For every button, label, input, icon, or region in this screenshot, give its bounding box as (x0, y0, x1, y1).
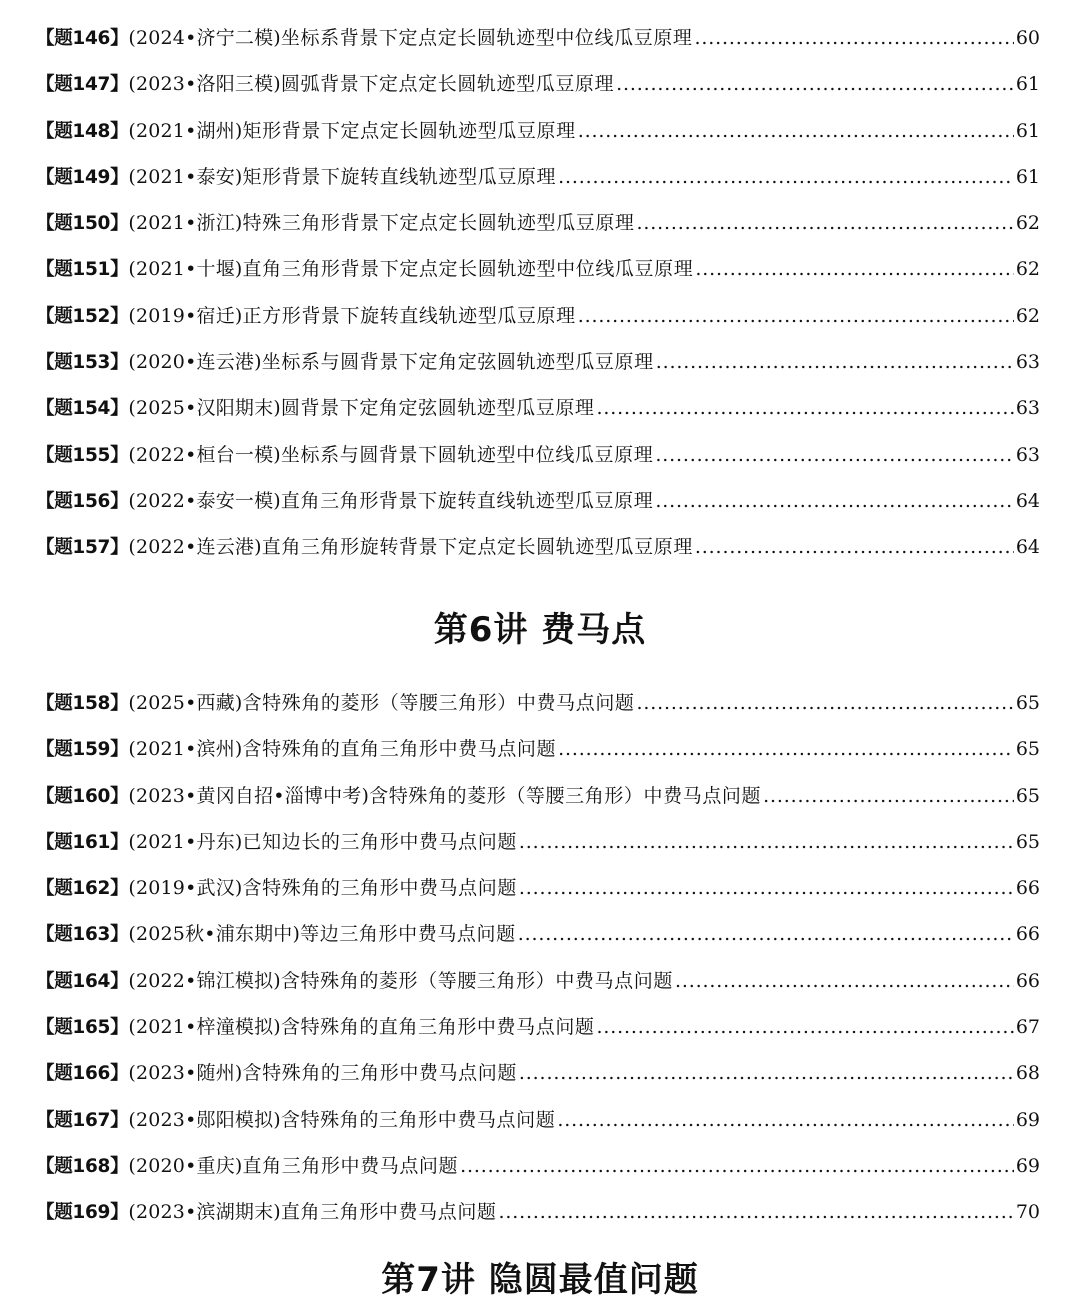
toc-section-b (36, 680, 1040, 1236)
toc-entry-page: 63 (1015, 443, 1040, 466)
toc-entry-148[interactable] (36, 108, 1040, 154)
toc-entry-159[interactable] (36, 726, 1040, 772)
toc-dot-leader (763, 773, 1014, 819)
toc-entry-source: (2021•丹东) (128, 830, 243, 853)
toc-dot-leader (637, 680, 1014, 726)
toc-entry-151[interactable] (36, 246, 1040, 292)
toc-entry-tag: 【题149】 (36, 166, 129, 188)
toc-entry-source: (2019•宿迁) (128, 304, 243, 327)
toc-dot-leader (578, 108, 1014, 154)
toc-entry-160[interactable] (36, 773, 1040, 819)
toc-entry-page: 67 (1015, 1016, 1040, 1039)
toc-entry-source: (2021•湖州) (128, 119, 243, 142)
toc-entry-158[interactable] (36, 680, 1040, 726)
toc-dot-leader (616, 61, 1014, 107)
toc-entry-source: (2020•重庆) (128, 1154, 243, 1177)
toc-entry-146[interactable] (36, 15, 1040, 61)
toc-dot-leader (578, 293, 1014, 339)
toc-entry-source: (2023•滨湖期末) (128, 1201, 281, 1224)
toc-entry-title: 含特殊角的三角形中费马点问题 (280, 1108, 556, 1131)
toc-dot-leader (656, 339, 1014, 385)
toc-entry-source: (2022•连云港) (128, 536, 262, 559)
toc-entry-page: 60 (1015, 27, 1040, 49)
toc-entry-tag: 【题165】 (36, 1017, 129, 1039)
toc-entry-page: 69 (1015, 1154, 1040, 1177)
toc-entry-154[interactable] (36, 385, 1040, 431)
toc-entry-source: (2023•郧阳模拟) (128, 1108, 281, 1131)
toc-dot-leader (597, 385, 1014, 431)
toc-dot-leader (637, 200, 1014, 246)
toc-entry-title: 特殊三角形背景下定点定长圆轨迹型瓜豆原理 (242, 212, 635, 235)
toc-entry-title: 坐标系与圆背景下圆轨迹型中位线瓜豆原理 (280, 443, 654, 466)
toc-entry-source: (2021•十堰) (128, 258, 243, 281)
toc-entry-title: 直角三角形中费马点问题 (280, 1201, 497, 1224)
toc-entry-156[interactable] (36, 478, 1040, 524)
toc-entry-page: 63 (1015, 351, 1040, 374)
toc-entry-166[interactable] (36, 1050, 1040, 1096)
toc-entry-title: 含特殊角的菱形（等腰三角形）中费马点问题 (242, 692, 635, 714)
toc-entry-title: 坐标系与圆背景下定角定弦圆轨迹型瓜豆原理 (261, 351, 654, 374)
toc-entry-tag: 【题167】 (36, 1109, 129, 1131)
toc-entry-source: (2025•西藏) (128, 692, 243, 714)
toc-entry-tag: 【题151】 (36, 259, 129, 281)
toc-entry-page: 61 (1015, 73, 1040, 96)
toc-entry-source: (2020•连云港) (128, 351, 262, 374)
toc-entry-161[interactable] (36, 819, 1040, 865)
chapter-7-heading[interactable]: 第7讲 隐圆最值问题 (381, 1260, 699, 1300)
toc-entry-source: (2021•浙江) (128, 212, 243, 235)
toc-entry-153[interactable] (36, 339, 1040, 385)
toc-entry-source: (2019•武汉) (128, 877, 243, 900)
toc-entry-source: (2021•梓潼模拟) (128, 1016, 281, 1039)
toc-dot-leader (460, 1143, 1014, 1189)
toc-entry-152[interactable] (36, 293, 1040, 339)
toc-entry-source: (2023•黄冈自招•淄博中考) (128, 784, 370, 807)
toc-dot-leader (695, 524, 1014, 570)
toc-entry-page: 64 (1015, 536, 1040, 559)
toc-entry-title: 矩形背景下旋转直线轨迹型瓜豆原理 (242, 165, 557, 188)
toc-dot-leader (675, 958, 1014, 1004)
toc-entry-tag: 【题155】 (36, 444, 129, 466)
toc-entry-tag: 【题152】 (36, 305, 129, 327)
toc-entry-source: (2024•济宁二模) (128, 27, 281, 49)
toc-entry-tag: 【题158】 (36, 693, 129, 714)
toc-entry-page: 61 (1015, 119, 1040, 142)
toc-entry-title: 坐标系背景下定点定长圆轨迹型中位线瓜豆原理 (280, 27, 693, 49)
toc-entry-page: 68 (1015, 1062, 1040, 1085)
toc-entry-tag: 【题166】 (36, 1063, 129, 1085)
toc-entry-source: (2025秋•浦东期中) (128, 923, 301, 946)
toc-dot-leader (655, 478, 1013, 524)
toc-entry-page: 65 (1015, 830, 1040, 853)
toc-dot-leader (519, 819, 1014, 865)
chapter-6-heading[interactable]: 第6讲 费马点 (433, 610, 647, 650)
toc-entry-source: (2022•泰安一模) (128, 489, 281, 512)
toc-entry-title: 圆背景下定角定弦圆轨迹型瓜豆原理 (280, 397, 595, 420)
toc-entry-tag: 【题159】 (36, 739, 129, 761)
toc-entry-163[interactable] (36, 911, 1040, 957)
toc-dot-leader (519, 1050, 1014, 1096)
toc-entry-page: 65 (1015, 738, 1040, 761)
toc-entry-tag: 【题164】 (36, 970, 129, 992)
toc-entry-page: 65 (1015, 784, 1040, 807)
toc-entry-tag: 【题150】 (36, 213, 129, 235)
toc-entry-tag: 【题147】 (36, 74, 129, 96)
toc-entry-167[interactable] (36, 1097, 1040, 1143)
toc-entry-title: 正方形背景下旋转直线轨迹型瓜豆原理 (242, 304, 576, 327)
toc-entry-title: 含特殊角的菱形（等腰三角形）中费马点问题 (280, 969, 673, 992)
toc-entry-149[interactable] (36, 154, 1040, 200)
toc-entry-page: 65 (1015, 692, 1040, 714)
toc-entry-source: (2025•汉阳期末) (128, 397, 281, 420)
toc-entry-tag: 【题169】 (36, 1202, 129, 1224)
toc-entry-tag: 【题146】 (36, 28, 129, 49)
toc-entry-page: 66 (1015, 969, 1040, 992)
toc-entry-tag: 【题154】 (36, 398, 129, 420)
toc-dot-leader (655, 432, 1013, 478)
toc-entry-title: 含特殊角的直角三角形中费马点问题 (242, 738, 557, 761)
toc-entry-page: 62 (1015, 304, 1040, 327)
toc-entry-title: 含特殊角的三角形中费马点问题 (242, 1062, 517, 1085)
toc-section-a (36, 15, 1040, 571)
toc-entry-147[interactable] (36, 61, 1040, 107)
toc-entry-tag: 【题148】 (36, 120, 129, 142)
toc-entry-title: 矩形背景下定点定长圆轨迹型瓜豆原理 (242, 119, 576, 142)
toc-entry-page: 70 (1015, 1201, 1040, 1224)
toc-dot-leader (557, 1097, 1013, 1143)
toc-entry-tag: 【题153】 (36, 352, 129, 374)
toc-entry-page: 69 (1015, 1108, 1040, 1131)
toc-entry-162[interactable] (36, 865, 1040, 911)
toc-entry-source: (2021•滨州) (128, 738, 243, 761)
toc-dot-leader (695, 15, 1014, 61)
toc-entry-page: 66 (1015, 923, 1040, 946)
toc-entry-title: 等边三角形中费马点问题 (300, 923, 516, 946)
toc-entry-source: (2022•桓台一模) (128, 443, 281, 466)
toc-entry-165[interactable] (36, 1004, 1040, 1050)
toc-entry-title: 含特殊角的直角三角形中费马点问题 (280, 1016, 595, 1039)
toc-entry-source: (2023•洛阳三模) (128, 73, 281, 96)
toc-entry-168[interactable] (36, 1143, 1040, 1189)
toc-entry-page: 62 (1015, 258, 1040, 281)
toc-entry-title: 直角三角形背景下旋转直线轨迹型瓜豆原理 (280, 489, 654, 512)
toc-entry-157[interactable] (36, 524, 1040, 570)
toc-entry-tag: 【题161】 (36, 831, 129, 853)
toc-entry-source: (2023•随州) (128, 1062, 243, 1085)
toc-dot-leader (499, 1189, 1014, 1235)
toc-dot-leader (597, 1004, 1014, 1050)
toc-entry-title: 已知边长的三角形中费马点问题 (242, 830, 517, 853)
toc-dot-leader (695, 246, 1013, 292)
toc-dot-leader (558, 154, 1014, 200)
toc-entry-tag: 【题160】 (36, 785, 129, 807)
toc-entry-title: 直角三角形中费马点问题 (242, 1154, 459, 1177)
toc-entry-title: 含特殊角的菱形（等腰三角形）中费马点问题 (369, 784, 762, 807)
toc-entry-page: 66 (1015, 877, 1040, 900)
toc-entry-164[interactable] (36, 958, 1040, 1004)
toc-entry-page: 64 (1015, 489, 1040, 512)
toc-entry-page: 62 (1015, 212, 1040, 235)
toc-entry-title: 圆弧背景下定点定长圆轨迹型瓜豆原理 (280, 73, 615, 96)
toc-dot-leader (558, 726, 1014, 772)
toc-entry-tag: 【题157】 (36, 537, 129, 559)
toc-entry-title: 含特殊角的三角形中费马点问题 (242, 877, 517, 900)
toc-entry-page: 61 (1015, 165, 1040, 188)
toc-entry-title: 直角三角形旋转背景下定点定长圆轨迹型瓜豆原理 (261, 536, 693, 559)
toc-entry-title: 直角三角形背景下定点定长圆轨迹型中位线瓜豆原理 (242, 258, 694, 281)
toc-entry-169[interactable] (36, 1189, 1040, 1235)
toc-dot-leader (519, 865, 1014, 911)
toc-entry-tag: 【题156】 (36, 490, 129, 512)
toc-entry-tag: 【题162】 (36, 878, 129, 900)
toc-entry-tag: 【题168】 (36, 1155, 129, 1177)
toc-entry-page: 63 (1015, 397, 1040, 420)
toc-entry-tag: 【题163】 (36, 924, 129, 946)
toc-entry-155[interactable] (36, 432, 1040, 478)
toc-dot-leader (518, 911, 1014, 957)
toc-entry-150[interactable] (36, 200, 1040, 246)
toc-entry-source: (2021•泰安) (128, 165, 243, 188)
toc-entry-source: (2022•锦江模拟) (128, 969, 281, 992)
